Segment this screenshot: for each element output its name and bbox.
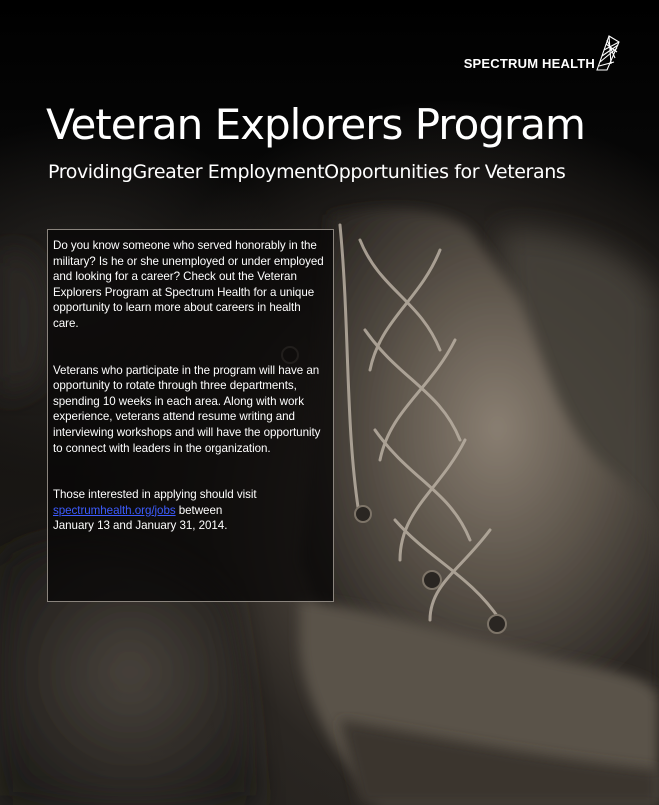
application-intro: Those interested in applying should visit bbox=[53, 488, 257, 502]
application-dates: January 13 and January 31, 2014. bbox=[53, 519, 228, 533]
info-box bbox=[47, 229, 334, 602]
intro-paragraph: Do you know someone who served honorably in the military? Is he or she unemployed or under employed and looking for a career? Check out the Veteran Explorers Program at Spectrum Health for a unique opportunity to learn more about careers in health care. bbox=[53, 239, 324, 330]
mesh-globe-icon bbox=[595, 32, 621, 72]
spectrum-health-logo bbox=[464, 30, 621, 72]
page-subtitle: ProvidingGreater EmploymentOpportunities for Veterans bbox=[48, 161, 566, 183]
application-paragraph bbox=[53, 487, 327, 534]
brand-name: SPECTRUM HEALTH bbox=[463, 56, 595, 71]
application-between: between bbox=[175, 503, 223, 517]
program-details-paragraph: Veterans who participate in the program will have an opportunity to rotate through three departments, spending 10 weeks in each area. Along with work experience, veterans attend resume writing and interviewing workshops and will have the opportunity to connect with leaders in the organization. bbox=[53, 363, 321, 455]
page-title: Veteran Explorers Program bbox=[46, 100, 585, 149]
jobs-link[interactable]: spectrumhealth.org/jobs bbox=[53, 503, 176, 517]
